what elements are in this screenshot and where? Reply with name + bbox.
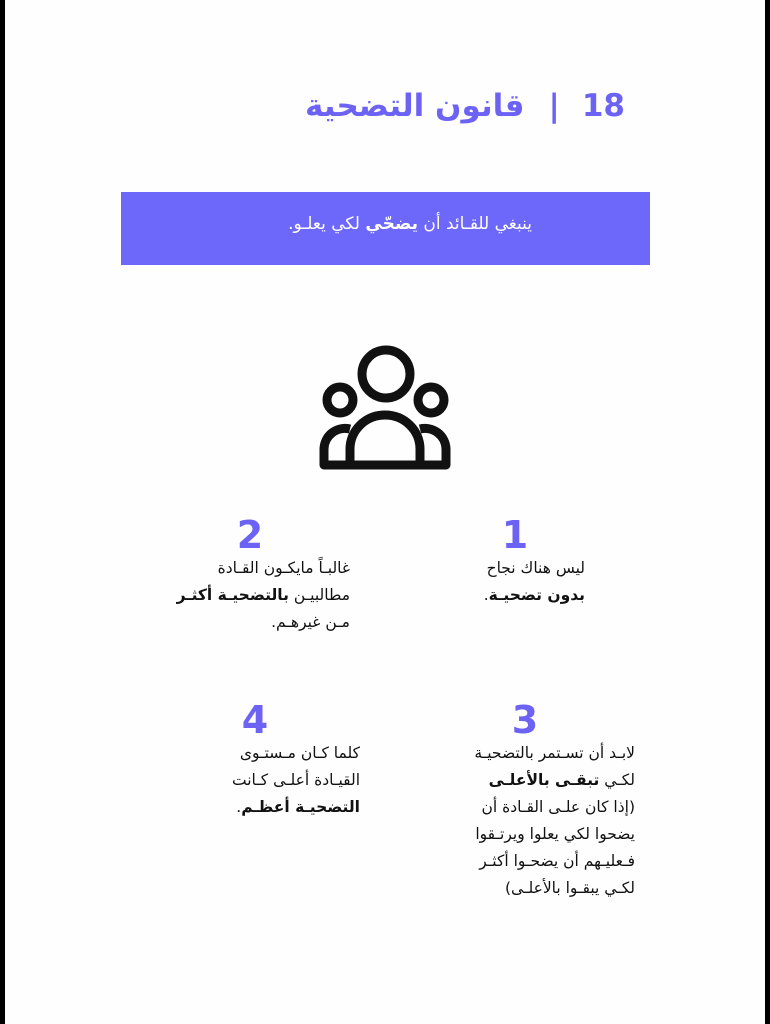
page-title [5, 88, 625, 124]
point-line: فـعليـهم أن يضحـوا أكثـر [479, 852, 635, 870]
point-line: لابـد أن تسـتمر بالتضحيـة [474, 744, 635, 762]
page [5, 0, 765, 1024]
point-line [150, 794, 360, 821]
banner-text-end: لكي يعلـو. [288, 214, 366, 234]
point-line: كلما كـان مـستـوى [239, 744, 360, 762]
banner-text [288, 214, 532, 234]
point-1 [445, 515, 585, 609]
point-3 [415, 700, 635, 902]
banner-text-start: ينبغي للقـائد أن [417, 214, 532, 234]
point-bold: بالتضحيـة أكثـر [176, 586, 289, 604]
point-bold: تبقـى بالأعلـى [488, 771, 600, 789]
point-4 [150, 700, 360, 821]
point-number: 4 [241, 698, 269, 742]
point-bold: التضحيـة أعظـم [241, 798, 360, 816]
group-of-people-icon [310, 345, 460, 470]
point-line: مـن غيرهـم. [271, 613, 350, 631]
point-bold: بدون تضحيـة [488, 586, 585, 604]
point-number: 1 [501, 513, 529, 557]
point-number: 2 [236, 513, 264, 557]
point-line: ليس هناك نجاح [486, 559, 585, 577]
banner-text-bold: يضحّي [365, 214, 418, 234]
point-line [150, 582, 350, 609]
point-line: يضحوا لكي يعلوا ويرتـقوا [475, 825, 635, 843]
point-text: لكـي [599, 771, 635, 789]
principle-banner [121, 192, 650, 265]
point-punct: . [236, 798, 242, 816]
point-line: القيـادة أعلـى كـانت [231, 771, 360, 789]
point-line: (إذا كان علـى القـادة أن [481, 798, 635, 816]
point-punct: . [483, 586, 489, 604]
point-line [445, 582, 585, 609]
point-text: مطالبيـن [288, 586, 350, 604]
title-separator: | [548, 88, 560, 124]
point-line [415, 767, 635, 794]
point-number: 3 [511, 698, 539, 742]
chapter-title: قانون التضحية [305, 88, 525, 124]
point-2 [150, 515, 350, 636]
chapter-number: 18 [581, 88, 625, 124]
point-line: غالبـاً مايكـون القـادة [217, 559, 350, 577]
point-line: لكـي يبقـوا بالأعلـى) [504, 879, 635, 897]
